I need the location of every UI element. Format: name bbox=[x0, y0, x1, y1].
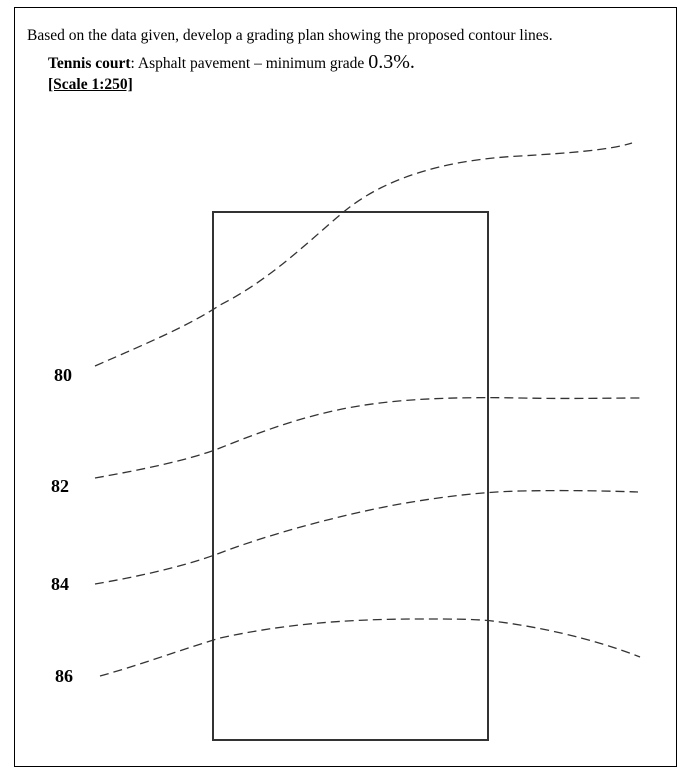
contour-line-86 bbox=[100, 619, 640, 676]
contour-line-84 bbox=[95, 491, 638, 584]
assignment-instructions: Based on the data given, develop a grading plan showing the proposed contour lines. bbox=[27, 27, 553, 44]
contour-label-84: 84 bbox=[51, 574, 69, 594]
contour-label-86: 86 bbox=[55, 666, 73, 686]
tennis-court-description: Asphalt pavement – minimum grade bbox=[137, 55, 369, 72]
tennis-court-label: Tennis court bbox=[48, 55, 131, 72]
contour-label-82: 82 bbox=[51, 476, 69, 496]
tennis-court-separator: : bbox=[130, 55, 138, 72]
contour-line-80 bbox=[95, 143, 632, 366]
contour-label-80: 80 bbox=[54, 365, 72, 385]
minimum-grade-value: 0.3%. bbox=[368, 51, 415, 73]
scale-note: [Scale 1:250] bbox=[48, 76, 133, 93]
tennis-court-outline bbox=[213, 212, 488, 740]
contour-line-82 bbox=[95, 398, 642, 478]
